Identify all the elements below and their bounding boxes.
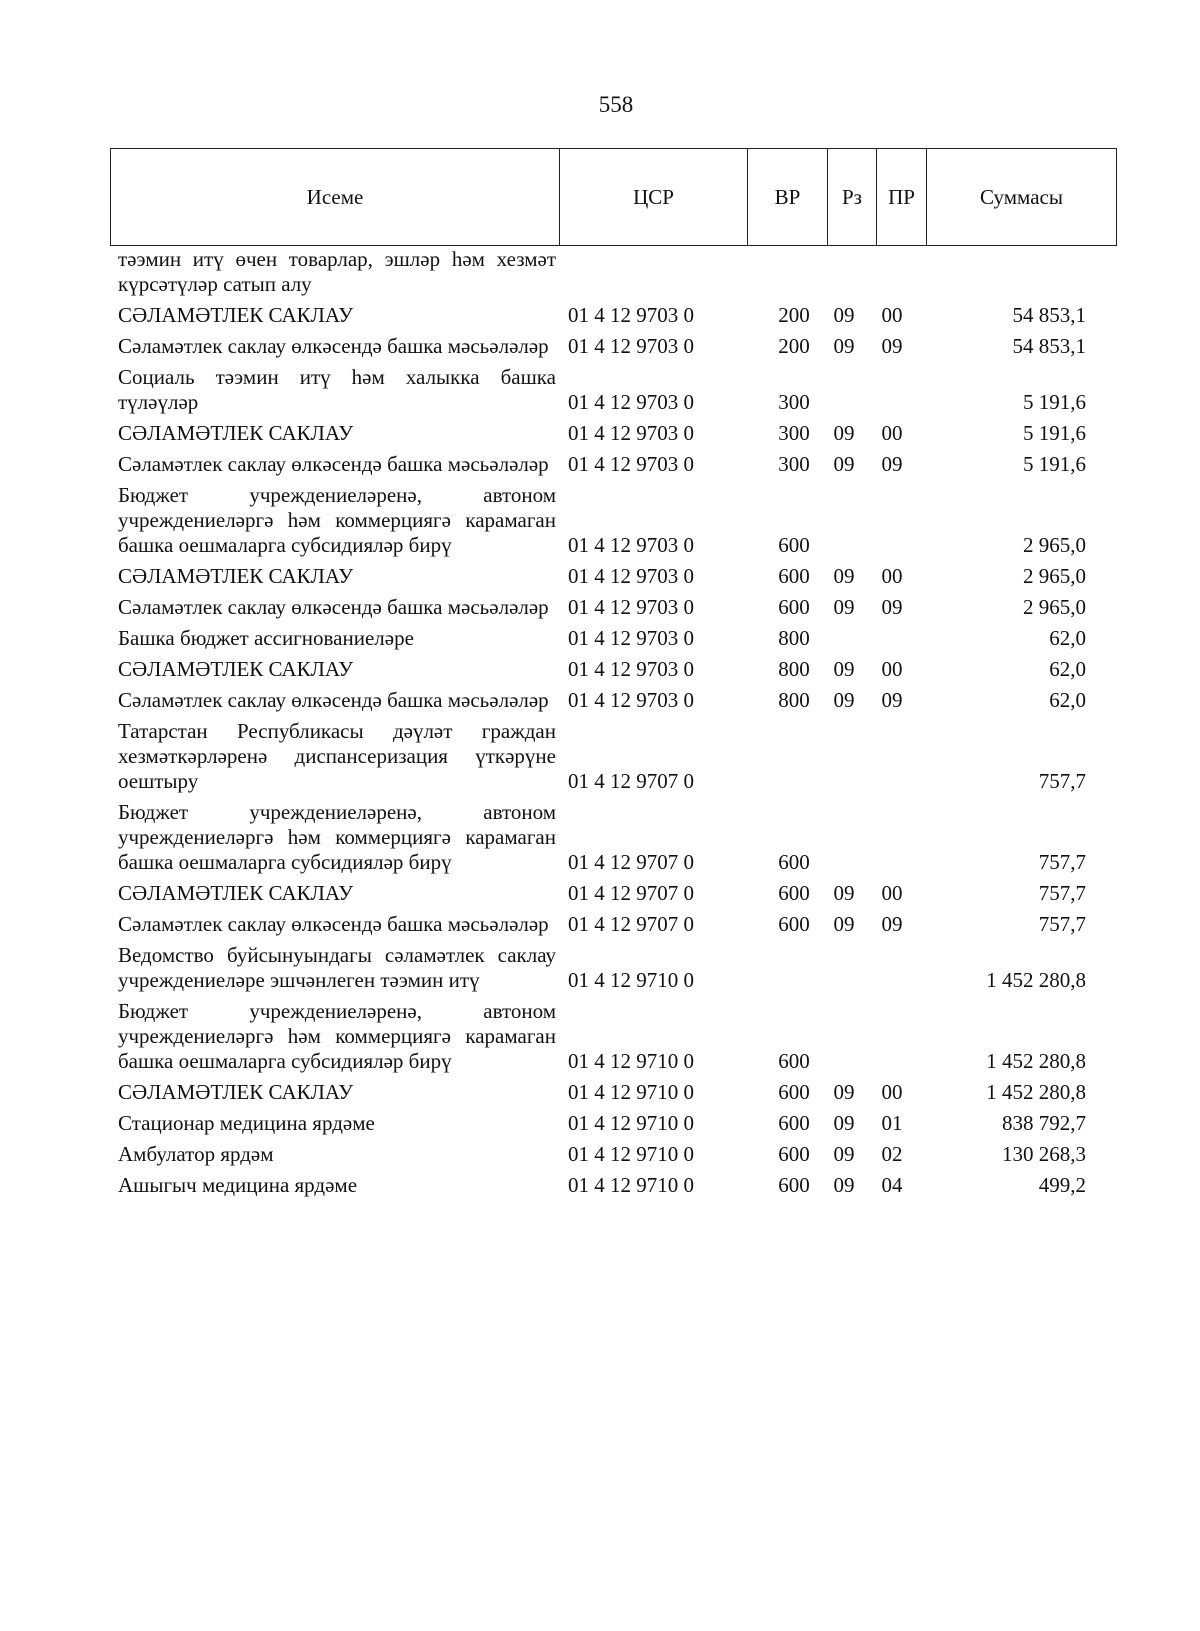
cell-rz: 09 <box>833 1173 855 1197</box>
cell-name: Социаль тәэмин итү һәм халыкка башка түләүләр <box>118 365 556 414</box>
cell-pr: 09 <box>881 688 903 712</box>
cell-pr: 00 <box>881 881 903 905</box>
cell-csr: 01 4 12 9707 0 <box>568 769 694 793</box>
cell-csr: 01 4 12 9703 0 <box>568 390 694 414</box>
cell-rz: 09 <box>833 303 855 327</box>
table-row <box>118 303 1118 328</box>
cell-csr: 01 4 12 9710 0 <box>568 1080 694 1104</box>
cell-name: СӘЛАМӘТЛЕК САКЛАУ <box>118 1080 354 1104</box>
table-row <box>118 421 1118 446</box>
table-row <box>118 688 1118 713</box>
cell-pr: 09 <box>881 595 903 619</box>
cell-sum: 2 965,0 <box>1023 564 1086 588</box>
table-row <box>118 595 1118 620</box>
cell-rz: 09 <box>833 421 855 445</box>
cell-csr: 01 4 12 9710 0 <box>568 1049 694 1073</box>
cell-vr: 200 <box>778 303 810 327</box>
cell-sum: 757,7 <box>1038 912 1086 936</box>
cell-name: Сәламәтлек саклау өлкәсендә башка мәсьәләләр <box>118 688 549 712</box>
cell-vr: 200 <box>778 334 810 358</box>
cell-sum: 2 965,0 <box>1023 533 1086 557</box>
cell-vr: 600 <box>778 1080 810 1104</box>
cell-sum: 1 452 280,8 <box>986 968 1086 992</box>
cell-csr: 01 4 12 9707 0 <box>568 881 694 905</box>
cell-name: СӘЛАМӘТЛЕК САКЛАУ <box>118 657 354 681</box>
cell-csr: 01 4 12 9710 0 <box>568 1111 694 1135</box>
header-rz: Рз <box>828 149 877 246</box>
cell-csr: 01 4 12 9703 0 <box>568 657 694 681</box>
cell-csr: 01 4 12 9710 0 <box>568 1173 694 1197</box>
cell-csr: 01 4 12 9703 0 <box>568 595 694 619</box>
cell-vr: 300 <box>778 421 810 445</box>
cell-pr: 00 <box>881 564 903 588</box>
cell-sum: 5 191,6 <box>1023 452 1086 476</box>
cell-rz: 09 <box>833 595 855 619</box>
cell-sum: 1 452 280,8 <box>986 1080 1086 1104</box>
table-row <box>118 943 1118 993</box>
cell-vr: 600 <box>778 850 810 874</box>
cell-vr: 300 <box>778 390 810 414</box>
budget-table-body <box>118 247 1118 1204</box>
cell-pr: 02 <box>881 1142 903 1166</box>
cell-name: Ашыгыч медицина ярдәме <box>118 1173 358 1197</box>
table-row <box>118 452 1118 477</box>
table-row <box>118 365 1118 415</box>
cell-rz: 09 <box>833 881 855 905</box>
table-row <box>118 1111 1118 1136</box>
cell-sum: 62,0 <box>1049 657 1086 681</box>
cell-name: Бюджет учреждениеләренә, автоном учреждениеләргә һәм коммерциягә карамаган башка оешмаларга субсидияләр бирү <box>118 483 556 557</box>
header-pr: ПР <box>877 149 927 246</box>
cell-rz: 09 <box>833 688 855 712</box>
cell-vr: 600 <box>778 1049 810 1073</box>
cell-name: СӘЛАМӘТЛЕК САКЛАУ <box>118 421 354 445</box>
table-row <box>118 999 1118 1074</box>
cell-rz: 09 <box>833 1080 855 1104</box>
cell-vr: 600 <box>778 533 810 557</box>
cell-rz: 09 <box>833 1142 855 1166</box>
cell-name: Башка бюджет ассигнованиеләре <box>118 626 414 650</box>
cell-sum: 54 853,1 <box>1012 303 1086 327</box>
cell-vr: 600 <box>778 1173 810 1197</box>
cell-vr: 600 <box>778 881 810 905</box>
cell-vr: 300 <box>778 452 810 476</box>
cell-rz: 09 <box>833 564 855 588</box>
cell-vr: 600 <box>778 564 810 588</box>
cell-vr: 800 <box>778 626 810 650</box>
cell-sum: 130 268,3 <box>1002 1142 1086 1166</box>
cell-rz: 09 <box>833 1111 855 1135</box>
cell-sum: 62,0 <box>1049 626 1086 650</box>
cell-sum: 757,7 <box>1038 881 1086 905</box>
table-row <box>118 1142 1118 1167</box>
cell-name: Татарстан Республикасы дәүләт граждан хезмәткәрләренә диспансеризация үткәрүне оештыру <box>118 719 556 793</box>
table-header <box>110 148 1117 246</box>
cell-pr: 09 <box>881 912 903 936</box>
cell-rz: 09 <box>833 912 855 936</box>
table-row <box>118 1173 1118 1198</box>
cell-name: Сәламәтлек саклау өлкәсендә башка мәсьәләләр <box>118 912 549 936</box>
header-csr: ЦСР <box>560 149 748 246</box>
table-row <box>118 657 1118 682</box>
cell-csr: 01 4 12 9710 0 <box>568 968 694 992</box>
cell-csr: 01 4 12 9707 0 <box>568 912 694 936</box>
table-row <box>118 912 1118 937</box>
cell-sum: 62,0 <box>1049 688 1086 712</box>
cell-vr: 800 <box>778 657 810 681</box>
cell-rz: 09 <box>833 452 855 476</box>
cell-vr: 600 <box>778 595 810 619</box>
cell-vr: 600 <box>778 912 810 936</box>
cell-csr: 01 4 12 9707 0 <box>568 850 694 874</box>
cell-sum: 757,7 <box>1038 769 1086 793</box>
cell-rz: 09 <box>833 657 855 681</box>
cell-sum: 838 792,7 <box>1002 1111 1086 1135</box>
cell-pr: 00 <box>881 421 903 445</box>
cell-name: Бюджет учреждениеләренә, автоном учреждениеләргә һәм коммерциягә карамаган башка оешмаларга субсидияләр бирү <box>118 800 556 874</box>
cell-sum: 5 191,6 <box>1023 390 1086 414</box>
cell-name: Ведомство буйсынуындагы сәламәтлек саклау учреждениеләре эшчәнлеген тәэмин итү <box>118 943 556 992</box>
cell-csr: 01 4 12 9703 0 <box>568 564 694 588</box>
cell-name: СӘЛАМӘТЛЕК САКЛАУ <box>118 881 354 905</box>
cell-name: Амбулатор ярдәм <box>118 1142 274 1166</box>
cell-name: Сәламәтлек саклау өлкәсендә башка мәсьәләләр <box>118 452 549 476</box>
table-row <box>118 800 1118 875</box>
cell-name: СӘЛАМӘТЛЕК САКЛАУ <box>118 564 354 588</box>
cell-name: СӘЛАМӘТЛЕК САКЛАУ <box>118 303 354 327</box>
table-row <box>118 247 1118 297</box>
cell-sum: 2 965,0 <box>1023 595 1086 619</box>
cell-name: тәэмин итү өчен товарлар, эшләр һәм хезмәт күрсәтүләр сатып алу <box>118 247 556 296</box>
cell-csr: 01 4 12 9703 0 <box>568 533 694 557</box>
header-name: Исеме <box>111 149 560 246</box>
cell-csr: 01 4 12 9703 0 <box>568 303 694 327</box>
table-row <box>118 719 1118 794</box>
cell-csr: 01 4 12 9710 0 <box>568 1142 694 1166</box>
header-sum: Суммасы <box>927 149 1117 246</box>
cell-csr: 01 4 12 9703 0 <box>568 334 694 358</box>
table-row <box>118 564 1118 589</box>
cell-vr: 600 <box>778 1142 810 1166</box>
cell-pr: 00 <box>881 1080 903 1104</box>
cell-sum: 54 853,1 <box>1012 334 1086 358</box>
cell-sum: 757,7 <box>1038 850 1086 874</box>
cell-pr: 09 <box>881 334 903 358</box>
cell-vr: 600 <box>778 1111 810 1135</box>
cell-csr: 01 4 12 9703 0 <box>568 452 694 476</box>
cell-csr: 01 4 12 9703 0 <box>568 626 694 650</box>
table-row <box>118 881 1118 906</box>
cell-pr: 01 <box>881 1111 903 1135</box>
table-row <box>118 483 1118 558</box>
table-row <box>118 626 1118 651</box>
cell-sum: 499,2 <box>1038 1173 1086 1197</box>
cell-csr: 01 4 12 9703 0 <box>568 688 694 712</box>
cell-name: Бюджет учреждениеләренә, автоном учреждениеләргә һәм коммерциягә карамаган башка оешмаларга субсидияләр бирү <box>118 999 556 1073</box>
cell-name: Сәламәтлек саклау өлкәсендә башка мәсьәләләр <box>118 334 549 358</box>
page-number: 558 <box>598 92 634 117</box>
cell-sum: 1 452 280,8 <box>986 1049 1086 1073</box>
cell-rz: 09 <box>833 334 855 358</box>
header-vr: ВР <box>748 149 828 246</box>
cell-pr: 09 <box>881 452 903 476</box>
table-row <box>118 334 1118 359</box>
cell-sum: 5 191,6 <box>1023 421 1086 445</box>
cell-name: Сәламәтлек саклау өлкәсендә башка мәсьәләләр <box>118 595 549 619</box>
cell-vr: 800 <box>778 688 810 712</box>
cell-name: Стационар медицина ярдәме <box>118 1111 375 1135</box>
cell-pr: 00 <box>881 303 903 327</box>
cell-pr: 04 <box>881 1173 903 1197</box>
cell-csr: 01 4 12 9703 0 <box>568 421 694 445</box>
cell-pr: 00 <box>881 657 903 681</box>
table-row <box>118 1080 1118 1105</box>
